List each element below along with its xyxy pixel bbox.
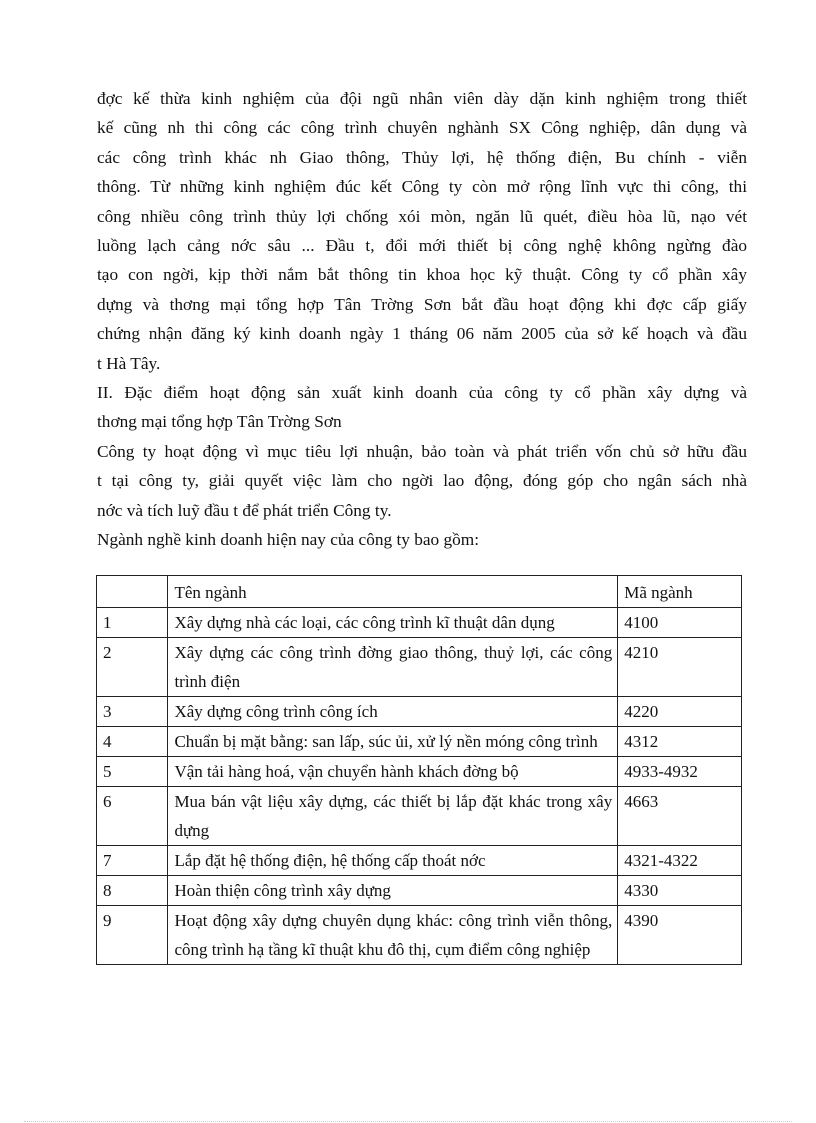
table-row [97, 876, 742, 906]
table-row [97, 757, 742, 787]
row-code: 4390 [618, 906, 742, 965]
row-name: Chuẩn bị mặt bằng: san lấp, súc ủi, xử lý nền móng công trình [168, 727, 618, 757]
row-code: 4100 [618, 608, 742, 638]
text-line: chứng nhận đăng ký kinh doanh ngày 1 tháng 06 năm 2005 của sở kế hoạch và đầu [97, 324, 747, 344]
company-goals-paragraph [97, 437, 747, 525]
table-row [97, 727, 742, 757]
text-line: tạo con ngời, kịp thời nắm bắt thông tin khoa học kỹ thuật. Công ty cổ phần xây [97, 265, 747, 285]
table-header-row [97, 576, 742, 608]
row-name: Hoạt động xây dựng chuyên dụng khác: công trình viễn thông, công trình hạ tầng kĩ thuật khu đô thị, cụm điểm công nghiệp [168, 906, 618, 965]
table-row [97, 697, 742, 727]
row-stt: 9 [97, 906, 168, 965]
row-stt: 4 [97, 727, 168, 757]
text-line: t tại công ty, giải quyết việc làm cho ngời lao động, đóng góp cho ngân sách nhà [97, 471, 747, 491]
row-code: 4321-4322 [618, 846, 742, 876]
row-stt: 3 [97, 697, 168, 727]
text-line: t Hà Tây. [97, 353, 161, 373]
row-name: Xây dựng các công trình đờng giao thông, thuỷ lợi, các công trình điện [168, 638, 618, 697]
table-row [97, 846, 742, 876]
table-intro [97, 525, 747, 554]
business-lines-table [96, 575, 742, 965]
row-name: Mua bán vật liệu xây dựng, các thiết bị lắp đặt khác trong xây dựng [168, 787, 618, 846]
heading-line: II. Đặc điểm hoạt động sản xuất kinh doanh của công ty cổ phần xây dựng và [97, 383, 747, 402]
text-line: kế cũng nh thi công các công trình chuyên nghành SX Công nghiệp, dân dụng và [97, 118, 747, 138]
row-code: 4210 [618, 638, 742, 697]
page-bottom-divider [24, 1121, 792, 1122]
company-history-paragraph [97, 84, 747, 378]
row-stt: 2 [97, 638, 168, 697]
header-stt [97, 576, 168, 608]
row-name: Lắp đặt hệ thống điện, hệ thống cấp thoát nớc [168, 846, 618, 876]
text-line: các công trình khác nh Giao thông, Thủy lợi, hệ thống điện, Bu chính - viễn [97, 147, 747, 167]
table-row [97, 638, 742, 697]
row-code: 4663 [618, 787, 742, 846]
table-row [97, 787, 742, 846]
header-code: Mã ngành [618, 576, 742, 608]
text-line: công nhiều công trình thủy lợi chống xói mòn, ngăn lũ quét, điều hòa lũ, nạo vét [97, 206, 747, 226]
row-stt: 1 [97, 608, 168, 638]
row-stt: 8 [97, 876, 168, 906]
text-line: luồng lạch cảng nớc sâu ... Đầu t, đổi mới thiết bị công nghệ không ngừng đào [97, 236, 747, 256]
row-name: Hoàn thiện công trình xây dựng [168, 876, 618, 906]
row-stt: 6 [97, 787, 168, 846]
table-row [97, 608, 742, 638]
table-row [97, 906, 742, 965]
heading-line: thơng mại tổng hợp Tân Trờng Sơn [97, 412, 342, 432]
row-name: Xây dựng công trình công ích [168, 697, 618, 727]
row-code: 4220 [618, 697, 742, 727]
text-line: nớc và tích luỹ đầu t để phát triển Công ty. [97, 500, 392, 520]
row-code: 4312 [618, 727, 742, 757]
row-stt: 7 [97, 846, 168, 876]
text-line: dựng và thơng mại tổng hợp Tân Trờng Sơn bắt đầu hoạt động khi đợc cấp giấy [97, 294, 747, 314]
row-name: Xây dựng nhà các loại, các công trình kĩ thuật dân dụng [168, 608, 618, 638]
header-name: Tên ngành [168, 576, 618, 608]
row-name: Vận tải hàng hoá, vận chuyển hành khách đờng bộ [168, 757, 618, 787]
text-line: đợc kế thừa kinh nghiệm của đội ngũ nhân viên dày dặn kinh nghiệm trong thiết [97, 89, 747, 108]
text-line: Công ty hoạt động vì mục tiêu lợi nhuận, bảo toàn và phát triển vốn chủ sở hữu đầu [97, 442, 747, 461]
text-line: thông. Từ những kinh nghiệm đúc kết Công ty còn mở rộng lĩnh vực thi công, thi [97, 177, 747, 197]
row-code: 4330 [618, 876, 742, 906]
section-heading [97, 378, 747, 437]
row-code: 4933-4932 [618, 757, 742, 787]
row-stt: 5 [97, 757, 168, 787]
text-line: Ngành nghề kinh doanh hiện nay của công ty bao gồm: [97, 530, 480, 549]
